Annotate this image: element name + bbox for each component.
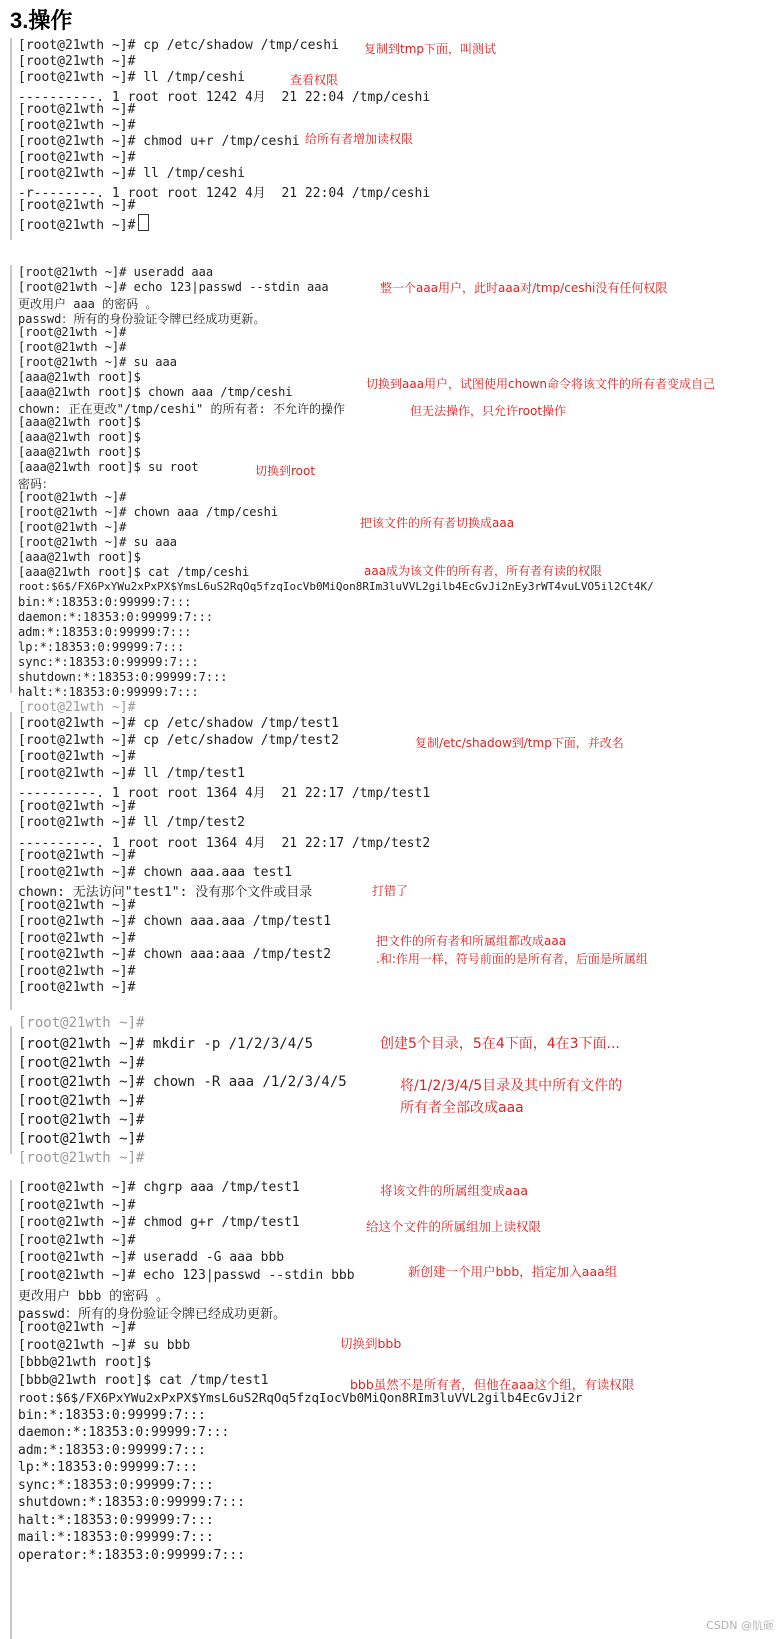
terminal-line: sync:*:18353:0:99999:7::: <box>18 1477 214 1493</box>
terminal-line: [root@21wth ~]# chown aaa.aaa test1 <box>18 864 292 880</box>
terminal-line: passwd：所有的身份验证令牌已经成功更新。 <box>18 1306 286 1322</box>
annotation: 切换到aaa用户，试图使用chown命令将该文件的所有者变成自己 <box>366 377 716 391</box>
terminal-line: root:$6$/FX6PxYWu2xPxPX$YmsL6uS2RqOq5fzqIocVb0MiQon8RIm3luVVL2gilb4EcGvJi2nEy3rWT4vuLVO5il2Ct4K/ <box>18 580 654 593</box>
terminal-line: [root@21wth ~]# chown aaa /tmp/ceshi <box>18 505 279 519</box>
terminal-line: [aaa@21wth root]$ cat /tmp/ceshi <box>18 565 250 579</box>
terminal-line: [root@21wth ~]# chmod u+r /tmp/ceshi <box>18 134 300 149</box>
terminal-line: shutdown:*:18353:0:99999:7::: <box>18 670 228 684</box>
terminal-line: [bbb@21wth root]$ cat /tmp/test1 <box>18 1372 269 1388</box>
terminal-line: [aaa@21wth root]$ <box>18 430 141 444</box>
terminal-line: [root@21wth ~]# <box>18 1055 145 1071</box>
terminal-line: [root@21wth ~]# ll /tmp/test1 <box>18 765 245 781</box>
annotation: 将该文件的所属组变成aaa <box>380 1183 528 1198</box>
terminal-block-chown <box>10 265 782 699</box>
terminal-line: [root@21wth ~]# <box>18 1150 145 1166</box>
terminal-line: [bbb@21wth root]$ <box>18 1355 152 1370</box>
terminal-line: [aaa@21wth root]$ <box>18 370 141 384</box>
terminal-line: adm:*:18353:0:99999:7::: <box>18 1442 206 1458</box>
annotation: 复制/etc/shadow到/tmp下面，并改名 <box>415 736 624 750</box>
terminal-line: [root@21wth ~]# ll /tmp/ceshi <box>18 166 245 181</box>
terminal-line: [root@21wth ~]# <box>18 963 136 979</box>
terminal-line: ----------. 1 root root 1364 4月 21 22:17 /tmp/test1 <box>18 786 431 801</box>
terminal-line: [root@21wth ~]# <box>18 198 136 213</box>
terminal-line: [root@21wth ~]# su bbb <box>18 1337 191 1353</box>
terminal-line: [root@21wth ~]# chown -R aaa /1/2/3/4/5 <box>18 1074 347 1090</box>
terminal-line: operator:*:18353:0:99999:7::: <box>18 1547 245 1563</box>
cursor-icon <box>138 214 149 231</box>
terminal-line: daemon:*:18353:0:99999:7::: <box>18 1425 230 1440</box>
terminal-line: ----------. 1 root root 1242 4月 21 22:04 /tmp/ceshi <box>18 90 431 105</box>
terminal-line: [aaa@21wth root]$ <box>18 415 141 429</box>
terminal-line: [root@21wth ~]# <box>18 490 127 504</box>
terminal-line: [root@21wth ~]# <box>18 150 136 165</box>
terminal-line: sync:*:18353:0:99999:7::: <box>18 655 199 669</box>
annotation: 复制到tmp下面，叫测试 <box>364 42 497 56</box>
terminal-line: [root@21wth ~]# <box>18 1197 136 1213</box>
annotation: 切换到root <box>255 464 316 478</box>
annotation: .和:作用一样，符号前面的是所有者，后面是所属组 <box>376 952 648 966</box>
terminal-line: [root@21wth ~]# <box>18 980 136 995</box>
annotation: aaa成为该文件的所有者，所有者有读的权限 <box>364 564 603 578</box>
terminal-line: [root@21wth ~]# cp /etc/shadow /tmp/ceshi <box>18 38 339 53</box>
terminal-line: [root@21wth ~]# useradd -G aaa bbb <box>18 1250 285 1265</box>
terminal-line: 更改用户 bbb 的密码 。 <box>18 1289 169 1304</box>
terminal-line: [aaa@21wth root]$ su root <box>18 460 199 474</box>
terminal-line: [root@21wth ~]# <box>18 1112 145 1128</box>
terminal-line: 更改用户 aaa 的密码 。 <box>18 297 158 311</box>
terminal-line: [root@21wth ~]# chgrp aaa /tmp/test1 <box>18 1180 300 1195</box>
terminal-line: [root@21wth ~]# <box>18 325 127 339</box>
terminal-line: [root@21wth ~]# ll /tmp/test2 <box>18 815 245 830</box>
terminal-block-group-read <box>10 1180 782 1639</box>
terminal-line: bin:*:18353:0:99999:7::: <box>18 595 192 609</box>
terminal-line: [root@21wth ~]# <box>18 848 136 863</box>
annotation: 切换到bbb <box>340 1336 402 1351</box>
terminal-line: [root@21wth ~]# cp /etc/shadow /tmp/test1 <box>18 716 339 731</box>
terminal-line: [root@21wth ~]# useradd aaa <box>18 265 214 279</box>
terminal-line: [root@21wth ~]# chown aaa.aaa /tmp/test1 <box>18 914 332 929</box>
annotation: 新创建一个用户bbb，指定加入aaa组 <box>408 1264 618 1279</box>
terminal-line: [root@21wth ~]# su aaa <box>18 355 177 369</box>
terminal-line: [root@21wth ~]# echo 123|passwd --stdin bbb <box>18 1267 355 1283</box>
terminal-line: [root@21wth ~]# <box>18 1093 145 1109</box>
terminal-line: ----------. 1 root root 1364 4月 21 22:17 /tmp/test2 <box>18 835 431 851</box>
terminal-line: [root@21wth ~]# <box>18 102 136 117</box>
watermark: CSDN @航砸 <box>706 1619 774 1632</box>
annotation: 所有者全部改成aaa <box>400 1100 524 1116</box>
terminal-line: [root@21wth ~]# <box>18 1320 136 1335</box>
terminal-line: adm:*:18353:0:99999:7::: <box>18 625 192 639</box>
terminal-line: daemon:*:18353:0:99999:7::: <box>18 610 214 624</box>
terminal-line: [root@21wth ~]# su aaa <box>18 535 177 549</box>
terminal-line: [root@21wth ~]# mkdir -p /1/2/3/4/5 <box>18 1036 314 1052</box>
terminal-line: [root@21wth ~]# <box>18 749 136 764</box>
terminal-line: [root@21wth ~]# <box>18 1232 136 1248</box>
terminal-line: [root@21wth ~]# <box>18 54 136 69</box>
terminal-line: [root@21wth ~]# <box>18 700 136 715</box>
terminal-line: [root@21wth ~]# chmod g+r /tmp/test1 <box>18 1215 300 1230</box>
annotation: 但无法操作，只允许root操作 <box>410 404 567 418</box>
annotation: 整一个aaa用户，此时aaa对/tmp/ceshi没有任何权限 <box>380 281 668 295</box>
terminal-prompt: [root@21wth ~]# <box>18 218 136 233</box>
terminal-line: lp:*:18353:0:99999:7::: <box>18 640 185 654</box>
annotation: 把文件的所有者和所属组都改成aaa <box>376 934 567 948</box>
annotation: 将/1/2/3/4/5目录及其中所有文件的 <box>400 1078 623 1094</box>
terminal-line: [aaa@21wth root]$ <box>18 550 141 564</box>
terminal-line: [aaa@21wth root]$ <box>18 445 141 459</box>
terminal-line: [root@21wth ~]# <box>18 1015 145 1031</box>
terminal-line: [root@21wth ~]# <box>18 520 127 534</box>
terminal-line: lp:*:18353:0:99999:7::: <box>18 1460 199 1475</box>
terminal-line: [aaa@21wth root]$ chown aaa /tmp/ceshi <box>18 385 293 399</box>
terminal-line: chown: 正在更改"/tmp/ceshi" 的所有者: 不允许的操作 <box>18 402 345 416</box>
section-heading: 3.操作 <box>10 8 73 33</box>
annotation: 查看权限 <box>290 73 339 87</box>
terminal-line: halt:*:18353:0:99999:7::: <box>18 1512 214 1528</box>
terminal-line <box>18 214 149 233</box>
terminal-line: [root@21wth ~]# ll /tmp/ceshi <box>18 70 245 85</box>
terminal-line: -r--------. 1 root root 1242 4月 21 22:04 /tmp/ceshi <box>18 186 431 201</box>
annotation: 创建5个目录，5在4下面，4在3下面... <box>380 1036 620 1052</box>
annotation: bbb虽然不是所有者，但他在aaa这个组，有读权限 <box>350 1377 635 1392</box>
annotation: 给所有者增加读权限 <box>305 132 414 146</box>
terminal-line: [root@21wth ~]# chown aaa:aaa /tmp/test2 <box>18 947 332 962</box>
terminal-line: passwd：所有的身份验证令牌已经成功更新。 <box>18 312 266 326</box>
terminal-line: [root@21wth ~]# <box>18 340 127 354</box>
terminal-line: [root@21wth ~]# <box>18 897 136 913</box>
annotation: 打错了 <box>372 884 409 898</box>
terminal-line: bin:*:18353:0:99999:7::: <box>18 1407 206 1423</box>
terminal-line: [root@21wth ~]# <box>18 930 136 946</box>
terminal-line: [root@21wth ~]# <box>18 118 136 133</box>
terminal-line: root:$6$/FX6PxYWu2xPxPX$YmsL6uS2RqOq5fzqIocVb0MiQon8RIm3luVVL2gilb4EcGvJi2r <box>18 1390 583 1405</box>
terminal-line: chown: 无法访问"test1": 没有那个文件或目录 <box>18 885 313 900</box>
terminal-line: [root@21wth ~]# <box>18 1131 145 1147</box>
terminal-line: [root@21wth ~]# cp /etc/shadow /tmp/test2 <box>18 732 339 748</box>
terminal-line: halt:*:18353:0:99999:7::: <box>18 685 199 699</box>
terminal-line: [root@21wth ~]# echo 123|passwd --stdin aaa <box>18 280 329 294</box>
annotation: 给这个文件的所属组加上读权限 <box>366 1219 542 1234</box>
terminal-line: 密码： <box>18 477 55 491</box>
terminal-line: [root@21wth ~]# <box>18 798 136 814</box>
annotation: 把该文件的所有者切换成aaa <box>360 516 515 530</box>
terminal-line: shutdown:*:18353:0:99999:7::: <box>18 1495 245 1510</box>
terminal-line: mail:*:18353:0:99999:7::: <box>18 1530 214 1545</box>
